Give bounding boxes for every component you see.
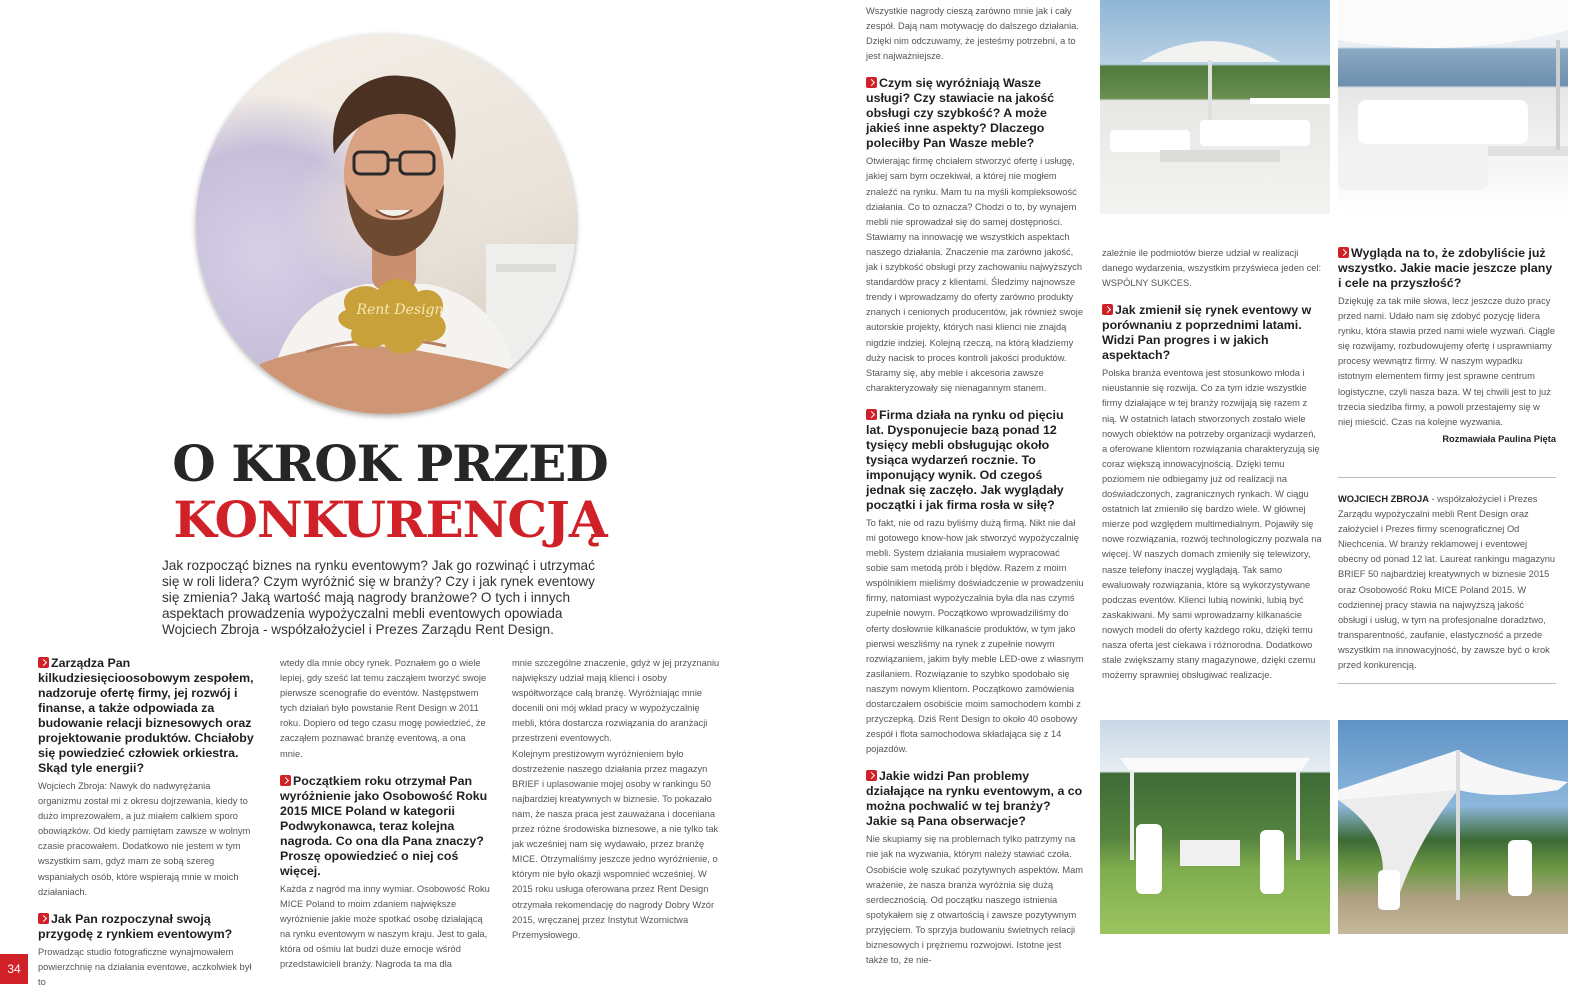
answer: Polska branża eventowa jest stosunkowo młoda i nieustannie się rozwija. Co za tym idzie wszystkie firmy działające w tej branży rozwijają się razem z nią. W ostatnich latach stworzonych zostało wiele nowych obiektów na potrzeby organizacji wydarzeń, a oferowane klientom rozwiązania charakteryzują się coraz większą innowacyjnością. Dzięki temu poziomem nie odbiegamy już od realizacji na doświadczonych, zagranicznych rynkach. W ciągu ostatnich lat zmieniło się bardzo wiele. W głównej mierze pod względem multimedialnym. Pojawiły się nowe rozwiązania, rozwój technologiczny pozwala na więcej. W naszych domach zmieniły się telewizory, nasze telefony inaczej wyglądają. Tak samo ewaluowały rozwiązania, które są wykorzystywane podczas eventów. Klienci lubią nowinki, lubią być zaskakiwani. My sami wprowadzamy kilkanaście nowych modeli do oferty każdego roku, dzięki temu nasza oferta jest ciekawa i różnorodna. Dodatkowo stale zwiększamy stany magazynowe, dzięki czemu możemy sprawniej obsługiwać realizacje. — [1102, 368, 1322, 681]
column-4 — [866, 4, 1084, 968]
divider — [1338, 683, 1556, 684]
answer: Wszystkie nagrody cieszą zarówno mnie jak i cały zespół. Dają nam motywację do dalszego działania. Dzięki nim odczuwamy, że jesteśmy potrzebni, a to jest najważniejsze. — [866, 6, 1079, 62]
column-2 — [280, 656, 490, 972]
answer: Każda z nagród ma inny wymiar. Osobowość Roku MICE Poland to moim zdaniem największe wyróżnienie jakie może spotkać osobę działającą na rynku eventowym w naszym kraju. Jest to gala, która od ośmiu lat budzi duże emocje wśród przedstawicieli branży. Nagroda ta ma dla — [280, 883, 490, 970]
column-3 — [512, 656, 726, 943]
arrow-bullet-icon — [38, 657, 49, 668]
answer: Nie skupiamy się na problemach tylko patrzymy na nie jak na wyzwania, którym należy stawiać czoła. Osobiście wolę szukać pozytywnych aspektów. Mam wrażenie, że nasza branża wyróżnia się dużą serdecznością. Od początku naszego istnienia spotykałem się z otwartością i zawsze pozytywnym przyjęciem. To sprzyja budowaniu świetnych relacji biznesowych i prężnemu rozwojowi. Istotne jest także to, że nie- — [866, 834, 1084, 966]
arrow-bullet-icon — [866, 770, 877, 781]
interviewer-signature: Rozmawiała Paulina Pięta — [1442, 433, 1556, 444]
arrow-bullet-icon — [1102, 304, 1113, 315]
question: Firma działa na rynku od pięciu lat. Dysponujecie bazą ponad 12 tysięcy mebli obsługując około tysiąca wydarzeń rocznie. To imponujący wynik. Od czegoś jednak się zaczęło. Jak wyglądały początki i jak firma rosła w siłę? — [866, 407, 1064, 512]
answer: Kolejnym prestiżowym wyróżnieniem było dostrzeżenie naszego działania przez magazyn BRIEF i uplasowanie mojej osoby w rankingu 50 najbardziej kreatywnych w biznesie. To pokazało nam, że nasza praca jest zauważana i doceniana przez różne środowiska biznesowe, a nie tylko tak jak wcześniej nam się wydawało, przez branżę MICE. Otrzymaliśmy jeszcze jedno wyróżnienie, o którym nie było okazji wspomnieć wcześniej. W 2015 roku usługa oferowana przez Rent Design otrzymała rekomendację do nagrody Dobry Wzór 2015, wręczanej przez Instytut Wzornictwa Przemysłowego. — [512, 748, 719, 940]
answer: Prowadząc studio fotograficzne wynajmowałem powierzchnię na działania eventowe, aczkolwiek był to — [38, 946, 252, 987]
arrow-bullet-icon — [38, 913, 49, 924]
arrow-bullet-icon — [866, 77, 877, 88]
article-headline — [160, 436, 620, 548]
question: Jak Pan rozpoczynał swoją przygodę z rynkiem eventowym? — [38, 911, 233, 941]
headline-line-2: KONKURENCJĄ — [173, 490, 607, 549]
arrow-bullet-icon — [866, 409, 877, 420]
column-1 — [38, 656, 256, 990]
bio-name: WOJCIECH ZBROJA — [1338, 493, 1429, 504]
answer: zależnie ile podmiotów bierze udział w realizacji danego wydarzenia, wszystkim przyświeca jeden cel: WSPÓLNY SUKCES. — [1102, 248, 1322, 289]
answer: Dziękuję za tak miłe słowa, lecz jeszcze dużo pracy przed nami. Udało nam się zdobyć pozycję lidera rynku, która stawia przed nami wiele wyzwań. Ciągle się rozwijamy, rozbudowujemy ofertę i usprawniamy procesy wewnątrz firmy. W naszym wypadku istotnym elementem firmy jest sprawne centrum logistyczne, czyli nasza baza. W tej chwili jest to już trzecia siedziba firmy, a powoli przestajemy się w niej mieścić. Czas na kolejne wyzwania. — [1338, 296, 1556, 427]
arrow-bullet-icon — [280, 775, 291, 786]
question: Jakie widzi Pan problemy działające na rynku eventowym, a co można pochwalić w tej branży? Jakie są Pana obserwacje? — [866, 769, 1083, 829]
question: Jak zmienił się rynek eventowy w porównaniu z poprzednimi latami. Widzi Pan progres i w jakich aspektach? — [1102, 303, 1312, 363]
photo-star-tent — [1338, 720, 1568, 934]
portrait-photo — [196, 34, 576, 414]
question: Zarządza Pan kilkudziesięcioosobowym zespołem, nadzoruje ofertę firmy, jej rozwój i finanse, a także odpowiada za budowanie relacji biznesowych oraz projektowanie produktów. Chciałoby się powiedzieć człowiek orkiestra. Skąd tyle energii? — [38, 656, 254, 775]
photo-garden-pergola — [1100, 720, 1330, 934]
author-bio: WOJCIECH ZBROJA - współzałożyciel i Prezes Zarządu wypożyczalni mebli Rent Design oraz założyciel i Prezes firmy scenograficznej Od Niechcenia. W branży reklamowej i eventowej obecny od ponad 12 lat. Laureat rankingu magazynu BRIEF 50 najbardziej kreatywnych w biznesie 2015 oraz Osobowość Roku MICE Poland 2015. W codziennej pracy stawia na najwyższą jakość obsługi i usług, w tym na profesjonalne doradztwo, transparentność, zaufanie, elastyczność a przede wszystkim na innowacyjność, by zawsze być o krok przed konkurencją. — [1338, 493, 1556, 670]
page-number: 34 — [0, 954, 28, 984]
divider — [1338, 477, 1556, 478]
answer: wtedy dla mnie obcy rynek. Poznałem go o wiele lepiej, gdy sześć lat temu zacząłem tworzyć swoje pierwsze scenografie do eventów. Następstwem tych działań było powstanie Rent Design w 2011 roku. Dopiero od tego czasu mogę powiedzieć, że zacząłem poznawać branżę eventową, a ona mnie. — [280, 658, 487, 759]
question: Początkiem roku otrzymał Pan wyróżnienie jako Osobowość Roku 2015 MICE Poland w kategorii Podwykonawca, teraz kolejna nagroda. Co ona dla Pana znaczy? Proszę opowiedzieć o niej coś więcej. — [280, 773, 488, 878]
column-5 — [1102, 246, 1322, 683]
answer: To fakt, nie od razu byliśmy dużą firmą. Nikt nie dał mi gotowego know-how jak stworzyć wypożyczalnię mebli. System działania musiałem wypracować sobie sam metodą prób i błędów. Razem z moim wspólnikiem mieliśmy doświadczenie w prowadzeniu firmy, natomiast wypożyczalnia była dla nas czymś zupełnie nowym. Początkowo wprowadziliśmy do oferty dosłownie kilkanaście produktów, w tym jako pierwsi weszliśmy na rynek z zupełnie nowym rozwiązaniem, jakim były meble LED-owe z własnym zasilaniem. Rozwiązanie to szybko spodobało się naszym nowym klientom. Początkowo zamówienia dostarczałem osobiście moim samochodem kombi z przyczepką. Dziś Rent Design to około 40 osobowy zespół i flota samochodowa składająca się z 14 pojazdów. — [866, 517, 1084, 755]
shirt-logo-text: Rent Design — [356, 302, 444, 318]
photo-white-lounge-umbrella — [1100, 0, 1330, 214]
answer: Otwierając firmę chciałem stworzyć ofertę i usługę, jakiej sam bym oczekiwał, a której nie mogłem znaleźć na rynku. Mam tu na myśli kompleksowość działania. Co to oznacza? Chodzi o to, by wynajem mebli nie sprowadzał się do samej dostępności. Stawiamy na innowację we wszystkich aspektach naszego działania. Znaczenie ma zarówno jakość, jak i szybkość obsługi przy zachowaniu najwyższych standardów pracy z klientami. Śledzimy najnowsze trendy i wprowadzamy do oferty zarówno produkty znanych i cenionych producentów, jak również swoje autorskie projekty, których nasi klienci nie znajdą nigdzie indziej. Kolejną rzeczą, na którą kładziemy duży nacisk to proces kontroli jakości produktów. Staramy się, aby meble i akcesoria zawsze charakteryzowały się nienagannym stanem. — [866, 156, 1084, 393]
answer: mnie szczególne znaczenie, gdyż w jej przyznaniu największy udział mają klienci i osoby współtworzące całą branżę. Wyróżniając mnie docenili oni mój wkład pracy w wypożyczalnię mebli, która dostarcza rozwiązania do aranżacji przestrzeni eventowych. — [512, 658, 720, 744]
column-6 — [1338, 246, 1556, 684]
arrow-bullet-icon — [1338, 247, 1349, 258]
article-lead: Jak rozpocząć biznes na rynku eventowym? Jak go rozwinąć i utrzymać się w roli lidera? Czym wyróżnić się w branży? Czy i jak rynek eventowy się zmienia? Jaką wartość mają nagrody branżowe? O tych i innych aspektach prowadzenia wypożyczalni mebli eventowych opowiada Wojciech Zbroja - współzałożyciel i Prezes Zarządu Rent Design. — [162, 558, 595, 637]
question: Wygląda na to, że zdobyliście już wszystko. Jakie macie jeszcze plany i cele na przyszłość? — [1338, 246, 1553, 290]
photo-white-sofas-tent — [1338, 0, 1568, 214]
headline-line-1: O KROK PRZED — [172, 434, 608, 493]
answer: Wojciech Zbroja: Nawyk do nadwyrężania organizmu został mi z okresu dojrzewania, kiedy to dużo imprezowałem, a już miałem całkiem sporo obowiązków. Od kiedy pamiętam zawsze w wolnym czasie pracowałem. Dodatkowo nie jestem w tym wszystkim sam, gdyż mam ze sobą szereg wspaniałych osób, które wspierają mnie w moich działaniach. — [38, 781, 251, 897]
question: Czym się wyróżniają Wasze usługi? Czy stawiacie na jakość obsługi czy szybkość? A może jakieś inne aspekty? Dlaczego poleciłby Pan Wasze meble? — [866, 76, 1054, 151]
